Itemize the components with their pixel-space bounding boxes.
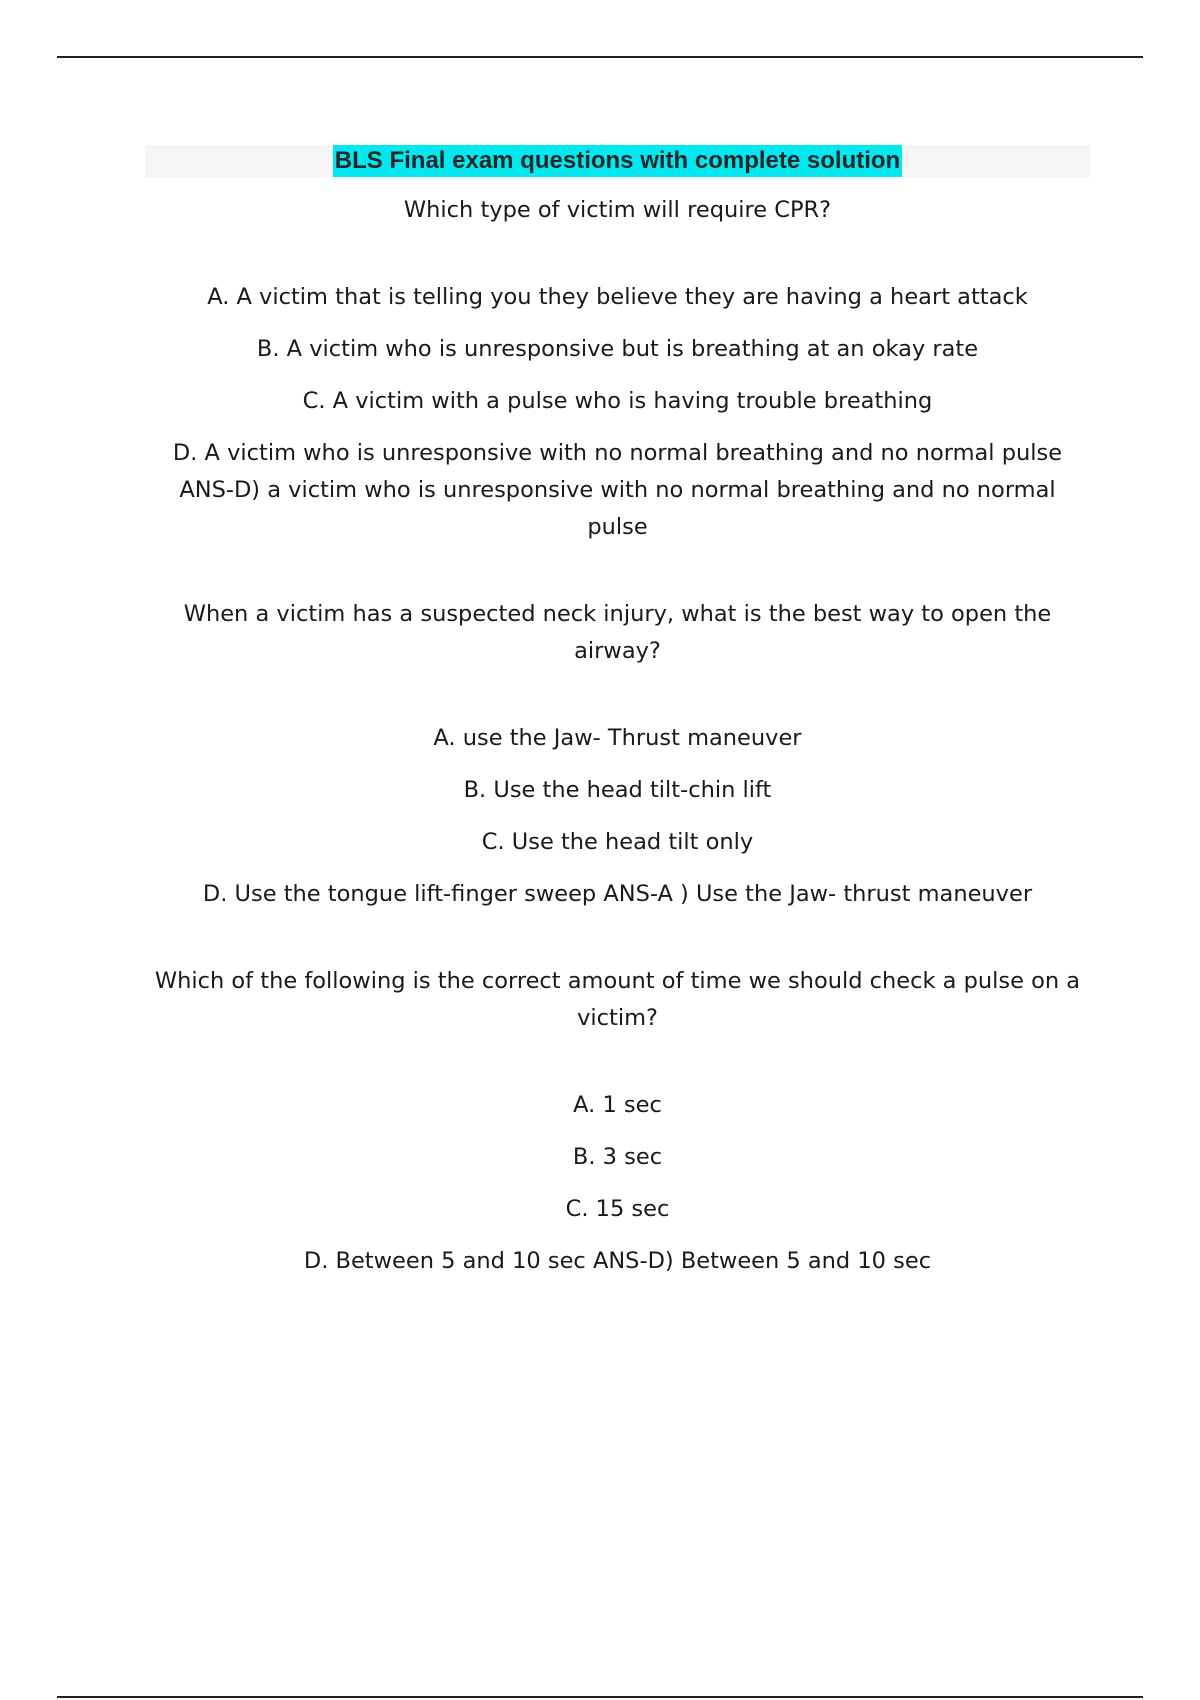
question-1-option-d: D. A victim who is unresponsive with no normal breathing and no normal pulse: [172, 440, 1063, 466]
question-block-2: [145, 596, 1090, 913]
question-3-text: Which of the following is the correct amount of time we should check a pulse on a: [154, 968, 1081, 994]
question-1-text: Which type of victim will require CPR?: [403, 197, 832, 223]
footer-rule: [57, 1696, 1143, 1698]
question-2-option-b: B. Use the head tilt-chin lift: [463, 777, 772, 803]
question-3-text-cont: victim?: [577, 1005, 658, 1031]
question-block-3: [145, 963, 1090, 1280]
question-3-option-d-answer: D. Between 5 and 10 sec ANS-D) Between 5 and 10 sec: [303, 1248, 932, 1274]
question-2-option-a: A. use the Jaw- Thrust maneuver: [433, 725, 802, 751]
question-2-text: When a victim has a suspected neck injury, what is the best way to open the: [183, 601, 1052, 627]
document-title: BLS Final exam questions with complete solution: [333, 145, 902, 177]
question-1-option-a: A. A victim that is telling you they believe they are having a heart attack: [207, 284, 1028, 310]
question-1-answer-cont: pulse: [587, 514, 648, 540]
question-1-option-c: C. A victim with a pulse who is having trouble breathing: [302, 388, 933, 414]
question-2-option-d-answer: D. Use the tongue lift-finger sweep ANS-A ) Use the Jaw- thrust maneuver: [202, 881, 1033, 907]
question-3-option-c: C. 15 sec: [565, 1196, 670, 1222]
question-3-option-a: A. 1 sec: [573, 1092, 662, 1118]
question-1-option-b: B. A victim who is unresponsive but is breathing at an okay rate: [256, 336, 979, 362]
question-1-answer: ANS-D) a victim who is unresponsive with no normal breathing and no normal: [179, 477, 1056, 503]
question-3-option-b: B. 3 sec: [572, 1144, 663, 1170]
title-band: [145, 145, 1090, 177]
header-rule: [57, 56, 1143, 58]
question-2-text-cont: airway?: [574, 638, 661, 664]
question-block-1: [145, 192, 1090, 546]
document-page: [145, 145, 1090, 1280]
question-2-option-c: C. Use the head tilt only: [481, 829, 754, 855]
